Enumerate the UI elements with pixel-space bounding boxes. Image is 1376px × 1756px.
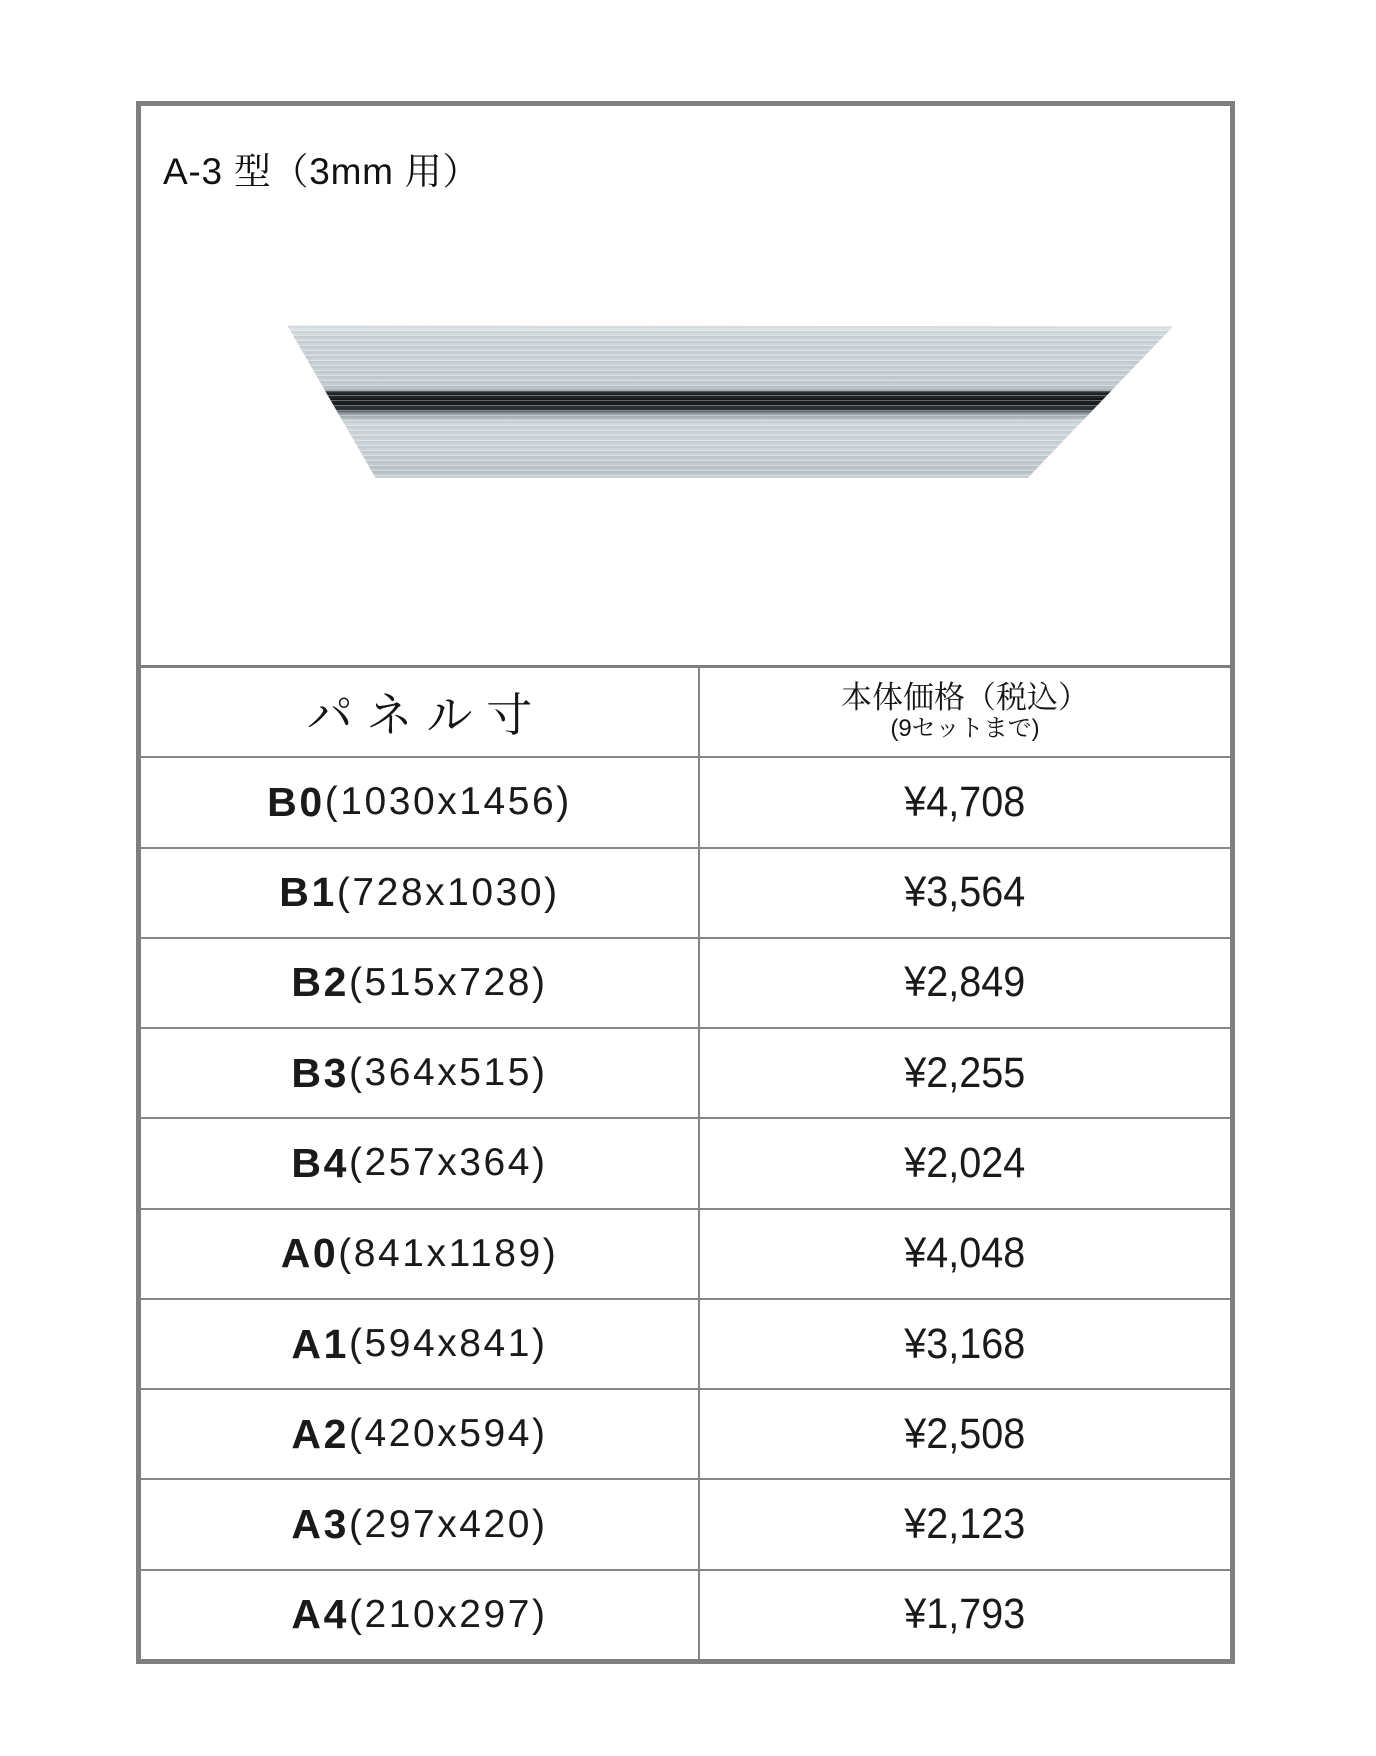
table-row-panel-size-cell bbox=[141, 1210, 698, 1298]
col-header-panel-size-label: パネル寸 bbox=[306, 689, 546, 742]
panel-size-dimensions: (841x1189) bbox=[338, 1231, 559, 1275]
price-value: ¥2,849 bbox=[904, 958, 1026, 1007]
table-row-panel-size-cell bbox=[141, 1390, 698, 1478]
table-row-price-cell bbox=[700, 1029, 1230, 1117]
panel-size-code: A2 bbox=[291, 1410, 349, 1457]
price-value: ¥2,508 bbox=[904, 1409, 1026, 1458]
product-photo-aluminum-frame bbox=[287, 325, 1173, 478]
panel-size-dimensions: (728x1030) bbox=[336, 870, 560, 914]
table-row-price-cell bbox=[700, 758, 1230, 846]
page-frame bbox=[136, 101, 1235, 1664]
table-row-panel-size-cell bbox=[141, 1571, 698, 1659]
page-title: A-3 型（3mm 用） bbox=[163, 151, 481, 192]
panel-size-dimensions: (515x728) bbox=[348, 960, 548, 1004]
price-value: ¥2,255 bbox=[904, 1048, 1026, 1097]
table-row-price-cell bbox=[700, 939, 1230, 1027]
table-row-price-cell bbox=[700, 1210, 1230, 1298]
table-row-panel-size-cell bbox=[141, 939, 698, 1027]
table-row-price-cell bbox=[700, 1119, 1230, 1207]
panel-size-dimensions: (420x594) bbox=[348, 1412, 548, 1456]
price-value: ¥4,708 bbox=[904, 777, 1026, 826]
col-header-price-line1: 本体価格（税込） bbox=[841, 680, 1089, 716]
col-header-price-line2: (9セットまで) bbox=[890, 715, 1040, 743]
table-row-panel-size-cell bbox=[141, 1119, 698, 1207]
price-value: ¥2,024 bbox=[904, 1138, 1026, 1187]
panel-size-dimensions: (594x841) bbox=[348, 1322, 548, 1366]
panel-size-dimensions: (297x420) bbox=[348, 1502, 548, 1546]
table-row-panel-size-cell bbox=[141, 758, 698, 846]
panel-size-code: A4 bbox=[291, 1591, 349, 1638]
price-value: ¥4,048 bbox=[904, 1229, 1026, 1278]
price-table bbox=[141, 665, 1230, 1659]
panel-size-dimensions: (257x364) bbox=[348, 1141, 548, 1185]
panel-size-code: B0 bbox=[267, 778, 325, 825]
price-value: ¥3,564 bbox=[904, 868, 1026, 917]
col-header-price bbox=[700, 668, 1230, 756]
col-header-panel-size bbox=[141, 668, 698, 756]
panel-size-code: A3 bbox=[291, 1501, 349, 1548]
panel-size-code: B1 bbox=[279, 869, 337, 916]
price-value: ¥2,123 bbox=[904, 1500, 1026, 1549]
panel-size-code: A1 bbox=[291, 1320, 349, 1367]
table-row-price-cell bbox=[700, 849, 1230, 937]
table-row-panel-size-cell bbox=[141, 849, 698, 937]
table-row-price-cell bbox=[700, 1300, 1230, 1388]
table-row-price-cell bbox=[700, 1480, 1230, 1568]
table-row-panel-size-cell bbox=[141, 1029, 698, 1117]
panel-size-dimensions: (210x297) bbox=[348, 1592, 548, 1636]
price-value: ¥3,168 bbox=[904, 1319, 1026, 1368]
panel-size-code: B4 bbox=[291, 1139, 349, 1186]
table-row-panel-size-cell bbox=[141, 1300, 698, 1388]
table-row-panel-size-cell bbox=[141, 1480, 698, 1568]
panel-size-code: A0 bbox=[280, 1230, 339, 1277]
aluminum-profile-graphic bbox=[287, 325, 1173, 478]
panel-size-code: B3 bbox=[291, 1049, 349, 1096]
panel-size-dimensions: (364x515) bbox=[348, 1051, 548, 1095]
panel-size-dimensions: (1030x1456) bbox=[324, 780, 572, 824]
table-row-price-cell bbox=[700, 1571, 1230, 1659]
panel-size-code: B2 bbox=[291, 959, 349, 1006]
price-value: ¥1,793 bbox=[904, 1590, 1026, 1639]
table-row-price-cell bbox=[700, 1390, 1230, 1478]
